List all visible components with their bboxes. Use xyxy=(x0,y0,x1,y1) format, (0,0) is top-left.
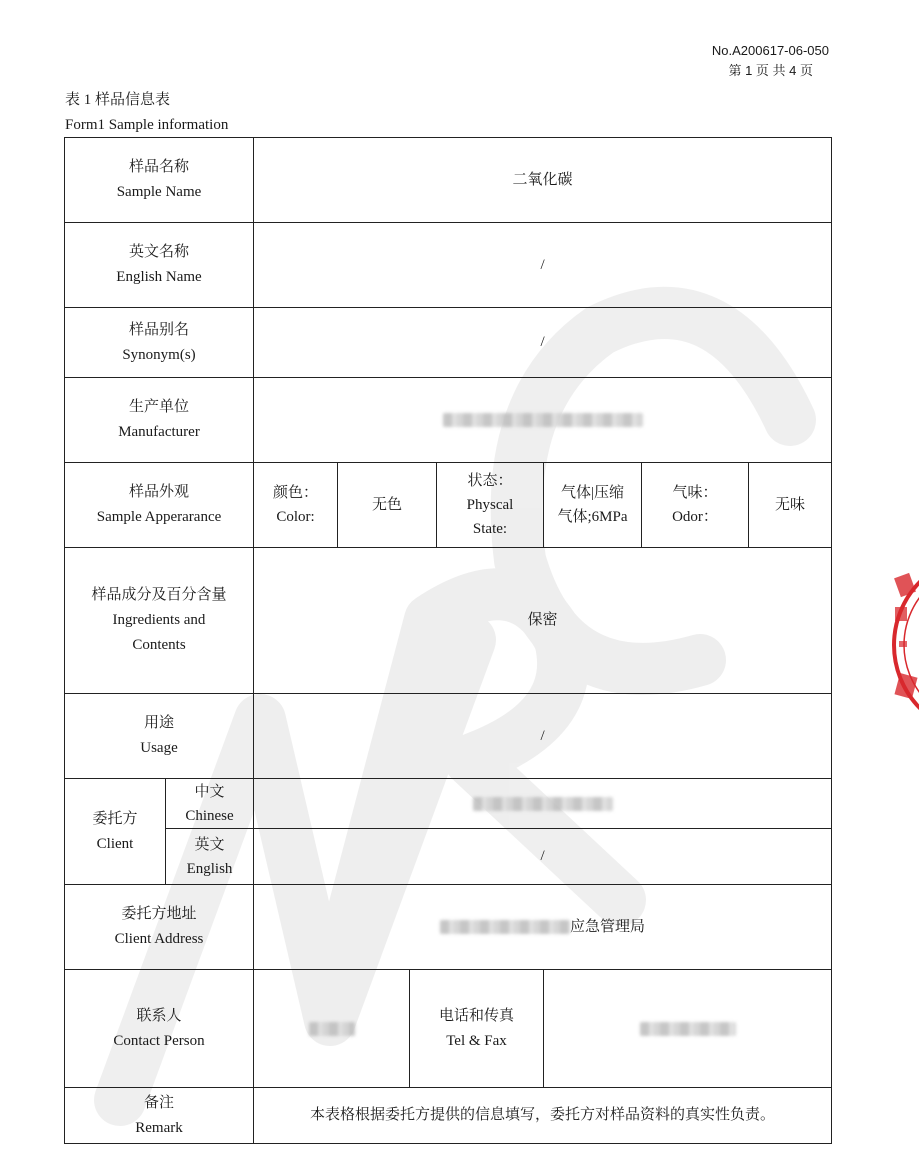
client-address-suffix: 应急管理局 xyxy=(570,918,646,935)
label-contact-person: 联系人 Contact Person xyxy=(65,970,254,1088)
label-appearance: 样品外观 Sample Apperarance xyxy=(65,463,254,548)
seal-stamp xyxy=(889,545,919,745)
value-state: 气体|压缩 气体;6MPa xyxy=(544,463,642,548)
label-remark: 备注 Remark xyxy=(65,1088,254,1144)
row-appearance xyxy=(65,463,832,548)
label-tel-fax: 电话和传真 Tel & Fax xyxy=(410,970,544,1088)
value-english-name: / xyxy=(254,223,832,308)
redacted-text xyxy=(440,920,570,934)
value-contact-person-redacted xyxy=(254,970,410,1088)
redacted-text xyxy=(640,1022,736,1036)
label-english-name: 英文名称 English Name xyxy=(65,223,254,308)
value-client-chinese-redacted xyxy=(254,779,832,829)
table-caption-en: Form1 Sample information xyxy=(65,117,229,133)
label-client: 委托方 Client xyxy=(65,779,166,885)
label-client-address: 委托方地址 Client Address xyxy=(65,885,254,970)
row-client-chinese xyxy=(65,779,832,829)
label-client-english: 英文 English xyxy=(166,829,254,885)
value-tel-fax-redacted xyxy=(544,970,832,1088)
row-sample-name xyxy=(65,138,832,223)
row-usage xyxy=(65,694,832,779)
document-number: No.A200617-06-050 xyxy=(711,43,829,58)
label-ingredients: 样品成分及百分含量 Ingredients and Contents xyxy=(65,548,254,694)
row-remark xyxy=(65,1088,832,1144)
label-state: 状态： Physcal State: xyxy=(437,463,544,548)
label-color: 颜色： Color: xyxy=(254,463,338,548)
sample-information-table xyxy=(64,137,832,1144)
value-remark: 本表格根据委托方提供的信息填写，委托方对样品资料的真实性负责。 xyxy=(254,1088,832,1144)
value-odor: 无味 xyxy=(749,463,832,548)
row-client-address xyxy=(65,885,832,970)
label-odor: 气味： Odor： xyxy=(642,463,749,548)
value-client-english: / xyxy=(254,829,832,885)
value-client-address xyxy=(254,885,832,970)
row-ingredients xyxy=(65,548,832,694)
label-manufacturer: 生产单位 Manufacturer xyxy=(65,378,254,463)
table-caption-zh: 表 1 样品信息表 xyxy=(65,92,171,108)
row-contact xyxy=(65,970,832,1088)
value-sample-name: 二氧化碳 xyxy=(254,138,832,223)
value-ingredients: 保密 xyxy=(254,548,832,694)
value-manufacturer-redacted xyxy=(254,378,832,463)
row-manufacturer xyxy=(65,378,832,463)
value-synonym: / xyxy=(254,308,832,378)
row-synonym xyxy=(65,308,832,378)
row-client-english xyxy=(65,829,832,885)
redacted-text xyxy=(309,1022,355,1036)
redacted-text xyxy=(473,797,613,811)
page-info: 第 1 页 共 4 页 xyxy=(728,63,813,78)
label-client-chinese: 中文 Chinese xyxy=(166,779,254,829)
row-english-name xyxy=(65,223,832,308)
value-usage: / xyxy=(254,694,832,779)
label-synonym: 样品别名 Synonym(s) xyxy=(65,308,254,378)
value-color: 无色 xyxy=(338,463,437,548)
redacted-text xyxy=(443,413,643,427)
label-sample-name: 样品名称 Sample Name xyxy=(65,138,254,223)
label-usage: 用途 Usage xyxy=(65,694,254,779)
